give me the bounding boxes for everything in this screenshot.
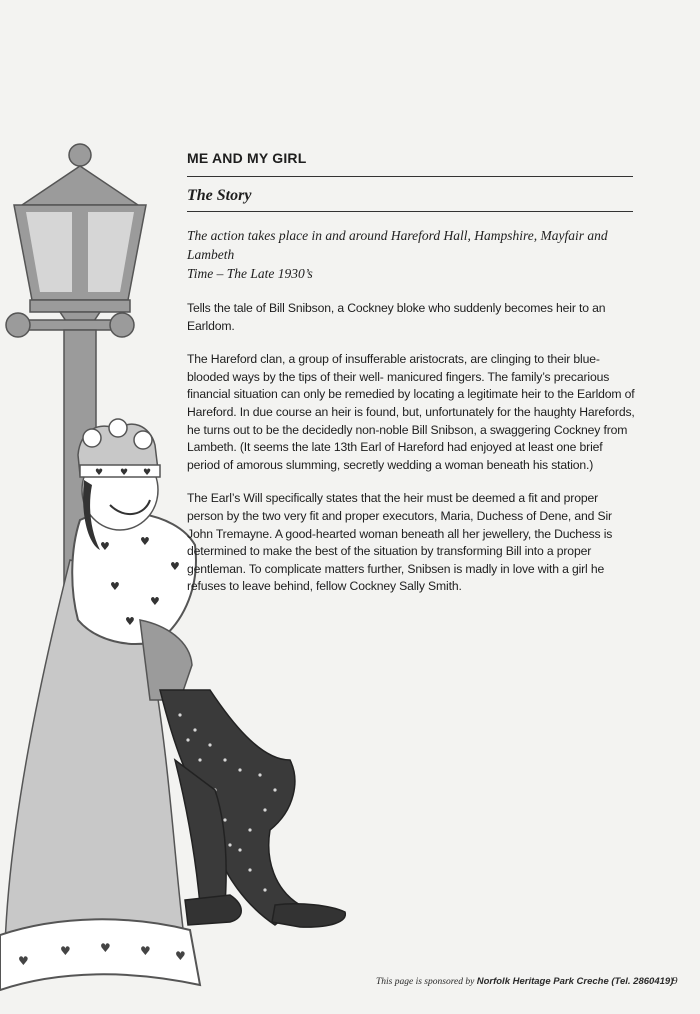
torso (140, 620, 192, 700)
story-section (187, 150, 635, 596)
section-title: The Story (187, 177, 633, 212)
svg-text:♥: ♥ (150, 595, 160, 608)
svg-text:♥: ♥ (100, 941, 111, 955)
lamp-finial (69, 144, 91, 166)
page-title: ME AND MY GIRL (187, 150, 633, 177)
sponsor-name: Norfolk Heritage Park Creche (Tel. 2860419) (476, 976, 674, 987)
story-paragraph: Tells the tale of Bill Snibson, a Cockney bloke who suddenly becomes heir to an Earldom. (187, 301, 606, 333)
setting-time: Time – The Late 1930’s (187, 266, 313, 281)
page-number: 9 (672, 975, 678, 987)
setting-location: The action takes place in and around Hareford Hall, Hampshire, Mayfair and Lambeth (187, 228, 608, 262)
shoe (185, 895, 241, 925)
svg-text:♥: ♥ (140, 944, 151, 958)
sponsor-prefix: This page is sponsored by (376, 977, 475, 987)
setting-text (187, 226, 635, 283)
svg-text:♥: ♥ (120, 468, 129, 478)
lamp-cap (22, 166, 138, 205)
svg-text:♥: ♥ (175, 949, 186, 963)
svg-text:♥: ♥ (140, 535, 150, 548)
sponsor-footer (376, 976, 673, 987)
story-paragraph: The Hareford clan, a group of insufferable aristocrats, are clinging to their blue-blooded ways by the tips of their well- manicured fingers. The family’s precarious financial situation can only be remedied by locating a legitimate heir to the Earldom of Hareford. In due course an heir is found, but, unfortunately for the haughty Harefords, he turns out to be the decidedly non-noble Bill Snibson, a swaggering Cockney from Lambeth. (It seems the late 13th Earl of Hareford had enjoyed at least one brief period of amorous slumming, secretly wedding a woman beneath his station.) (187, 352, 635, 472)
story-paragraph: The Earl’s Will specifically states that the heir must be deemed a fit and proper person by the two very fit and proper executors, Maria, Duchess of Dene, and Sir John Tremayne. A good-hearted woman beneath all her jewellery, the Duchess is determined to make the best of the situation by transforming Bill into a proper gentleman. To complicate matters further, Snibsen is madly in love with a girl he refuses to leave behind, fellow Cockney Sally Smith. (187, 491, 613, 594)
svg-text:♥: ♥ (95, 468, 104, 478)
trousers (160, 690, 300, 925)
svg-text:♥: ♥ (100, 540, 110, 553)
svg-text:♥: ♥ (60, 944, 71, 958)
svg-text:♥: ♥ (110, 580, 120, 593)
svg-text:♥: ♥ (125, 615, 135, 628)
svg-text:♥: ♥ (18, 954, 29, 968)
svg-text:♥: ♥ (170, 560, 180, 573)
svg-text:♥: ♥ (143, 468, 152, 478)
